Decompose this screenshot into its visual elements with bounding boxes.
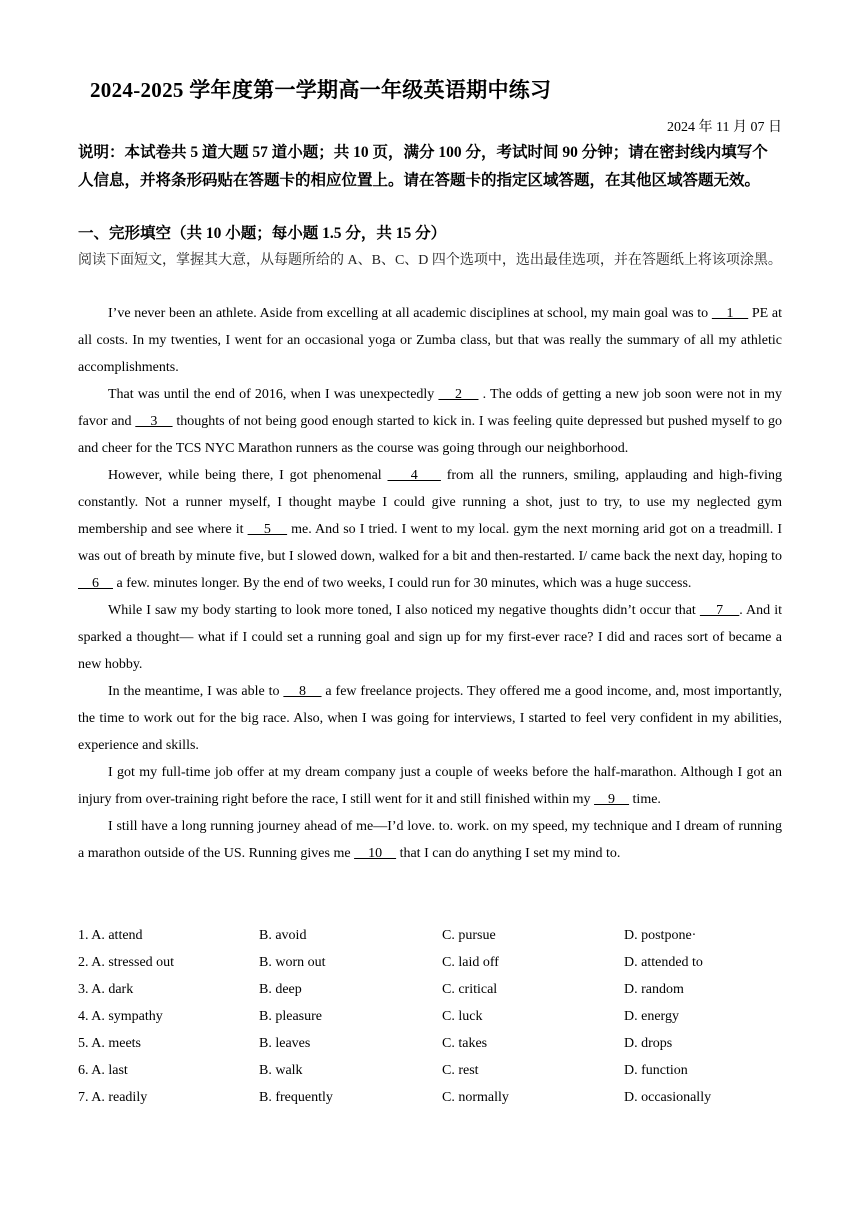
option-b: B. walk xyxy=(259,1063,303,1078)
option-d: D. occasionally xyxy=(624,1090,712,1105)
question-row xyxy=(78,949,782,976)
option-a: 3. A. dark xyxy=(78,982,134,997)
answer-options xyxy=(78,922,782,1111)
cloze-passage xyxy=(78,300,782,867)
passage-paragraph: That was until the end of 2016, when I was unexpectedly 2 . The odds of getting a new job soon were not in my favor and 3 thoughts of not being good enough started to kick in. I was feeling quite depressed but pushed myself to go and cheer for the TCS NYC Marathon runners as the course was going through our neighborhood. xyxy=(78,387,782,456)
blank-1: 1 xyxy=(711,306,749,321)
blank-9: 9 xyxy=(594,792,630,807)
option-c: C. rest xyxy=(442,1063,479,1078)
option-a: 1. A. attend xyxy=(78,928,143,943)
question-row xyxy=(78,922,782,949)
question-row xyxy=(78,1057,782,1084)
option-b: B. deep xyxy=(259,982,302,997)
passage-paragraph: I got my full-time job offer at my dream company just a couple of weeks before the half-marathon. Although I got an injury from over-training right before the race, I still went for it and still finished within my 9 time. xyxy=(78,765,782,807)
passage-paragraph: I still have a long running journey ahead of me—I’d love. to. work. on my speed, my technique and I dream of running a marathon outside of the US. Running gives me 10 that I can do anything I set my mind to. xyxy=(78,819,782,861)
option-c: C. takes xyxy=(442,1036,488,1051)
option-a: 7. A. readily xyxy=(78,1090,148,1105)
blank-5: 5 xyxy=(247,522,288,537)
option-b: B. frequently xyxy=(259,1090,333,1105)
question-row xyxy=(78,1084,782,1111)
question-row xyxy=(78,976,782,1003)
option-c: C. critical xyxy=(442,982,498,997)
option-d: D. postpone· xyxy=(624,928,697,943)
question-row xyxy=(78,1030,782,1057)
option-c: C. normally xyxy=(442,1090,509,1105)
exam-title: 2024-2025 学年度第一学期高一年级英语期中练习 xyxy=(90,78,552,102)
option-c: C. laid off xyxy=(442,955,499,970)
blank-7: 7 xyxy=(699,603,740,618)
option-b: B. pleasure xyxy=(259,1009,322,1024)
passage-paragraph: While I saw my body starting to look more toned, I also noticed my negative thoughts didn’t occur that 7 . And it sparked a thought— what if I could set a running goal and sign up for my first-ever race? I did and races sort of became a new hobby. xyxy=(78,603,782,672)
option-b: B. worn out xyxy=(259,955,326,970)
section-instructions: 阅读下面短文，掌握其大意，从每题所给的 A、B、C、D 四个选项中，选出最佳选项，并在答题纸上将该项涂黑。 xyxy=(78,253,782,268)
option-d: D. random xyxy=(624,982,684,997)
exam-notice: 说明：本试卷共 5 道大题 57 道小题；共 10 页，满分 100 分，考试时间 90 分钟；请在密封线内填写个人信息，并将条形码贴在答题卡的相应位置上。请在答题卡的指定区域答题，在其他区域答题无效。 xyxy=(78,144,768,189)
option-d: D. function xyxy=(624,1063,688,1078)
passage-paragraph: However, while being there, I got phenomenal 4 from all the runners, smiling, applauding and high-fiving constantly. Not a runner myself, I thought maybe I could give running a shot, just to try, to use my neglected gym membership and see where it 5 me. And so I tried. I went to my local. gym the next morning arid got on a treadmill. I was out of breath by minute five, but I slowed down, walked for a bit and then-restarted. I/ came back the next day, hoping to 6 a few. minutes longer. By the end of two weeks, I could run for 30 minutes, which was a huge success. xyxy=(78,468,783,591)
option-a: 5. A. meets xyxy=(78,1036,141,1051)
question-row xyxy=(78,1003,782,1030)
blank-6: 6 xyxy=(78,576,113,591)
section-heading: 一、完形填空（共 10 小题；每小题 1.5 分，共 15 分） xyxy=(78,225,447,242)
option-a: 2. A. stressed out xyxy=(78,955,175,970)
option-a: 4. A. sympathy xyxy=(78,1009,163,1024)
option-c: C. pursue xyxy=(442,928,496,943)
option-d: D. attended to xyxy=(624,955,703,970)
passage-paragraph: I’ve never been an athlete. Aside from excelling at all academic disciplines at school, my main goal was to 1 PE at all costs. In my twenties, I went for an occasional yoga or Zumba class, but that was really the summary of all my athletic accomplishments. xyxy=(78,306,782,375)
option-d: D. drops xyxy=(624,1036,673,1051)
blank-3: 3 xyxy=(135,414,173,429)
option-c: C. luck xyxy=(442,1009,483,1024)
option-b: B. leaves xyxy=(259,1036,311,1051)
blank-8: 8 xyxy=(283,684,322,699)
passage-paragraph: In the meantime, I was able to 8 a few freelance projects. They offered me a good income, and, most importantly, the time to work out for the big race. Also, when I was going for interviews, I started to feel very confident in my abilities, experience and skills. xyxy=(78,684,783,753)
option-b: B. avoid xyxy=(259,928,307,943)
option-d: D. energy xyxy=(624,1009,679,1024)
blank-2: 2 xyxy=(438,387,479,402)
option-a: 6. A. last xyxy=(78,1063,128,1078)
exam-date: 2024 年 11 月 07 日 xyxy=(667,120,782,135)
blank-4: 4 xyxy=(387,468,441,483)
blank-10: 10 xyxy=(354,846,397,861)
